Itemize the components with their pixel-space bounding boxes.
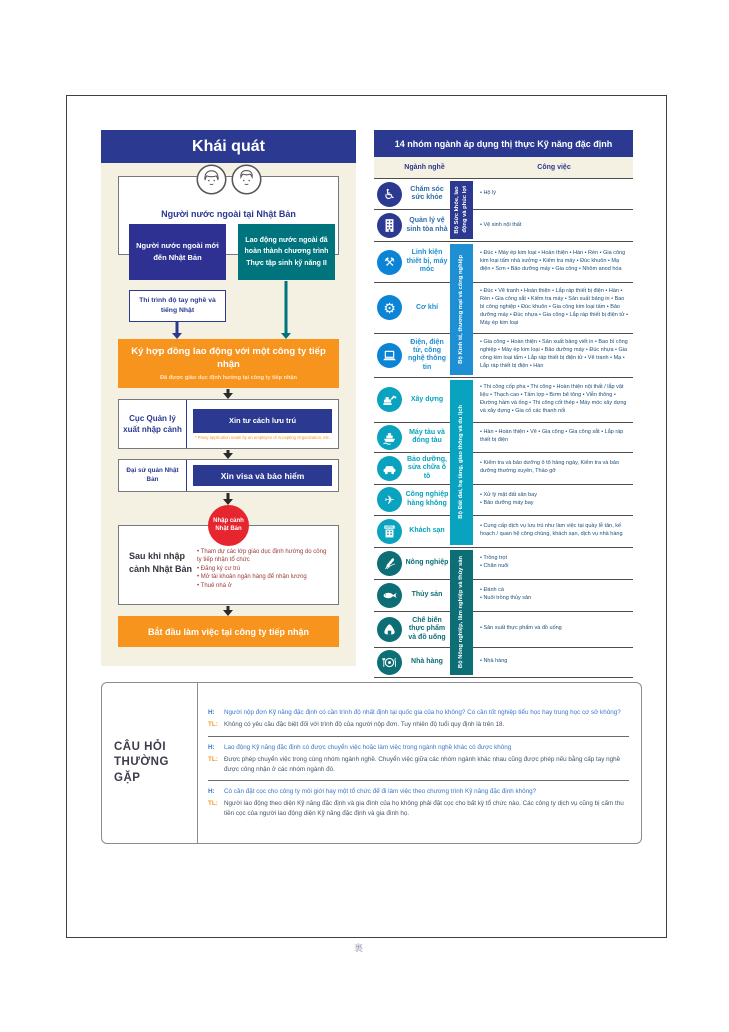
overview-title: Khái quát <box>101 130 356 163</box>
after-entry-list <box>197 540 332 598</box>
down-arrow-3 <box>223 493 233 505</box>
fish-icon <box>377 583 402 608</box>
entry-japan-badge: Nhập cảnh Nhật Bản <box>208 505 249 546</box>
industry-label: Cơ khí <box>415 303 439 311</box>
building-icon <box>377 213 402 238</box>
faq-item <box>208 702 629 736</box>
industry-row <box>374 242 633 282</box>
page-footer-mark: 裏 <box>354 943 364 953</box>
after-entry-title: Sau khi nhập cảnh Nhật Bản <box>129 551 193 575</box>
exam-box: Thi trình độ tay nghề và tiếng Nhật <box>129 290 226 322</box>
faq-items <box>198 683 641 843</box>
industry-label: Bảo dưỡng, sửa chữa ô tô <box>407 455 447 480</box>
industry-label: Chăm sóc sức khỏe <box>410 185 444 201</box>
industry-table-title: 14 nhóm ngành áp dụng thị thực Kỹ năng đặc định <box>374 130 633 157</box>
visa-action: Xin visa và bảo hiểm <box>193 465 332 486</box>
immigration-agency-label: Cục Quản lý xuất nhập cảnh <box>119 400 187 448</box>
industry-label: Linh kiện thiết bị, máy móc <box>406 249 448 274</box>
faq-question: H: Người nộp đơn Kỹ năng đặc định có cần trình độ nhất định tại quốc gia của họ không? Có cần tốt nghiệp tiểu học hay trung học cơ sở không? <box>208 708 621 716</box>
industry-row <box>374 179 633 209</box>
industry-row <box>374 579 633 611</box>
laptop-icon <box>377 343 402 368</box>
faq-title: CÂU HỎI THƯỜNG GẶP <box>102 683 198 843</box>
industry-jobs: • Nhà hàng <box>480 658 508 665</box>
industry-row <box>374 209 633 241</box>
industry-label: Khách sạn <box>409 527 445 535</box>
ministry-group <box>374 548 633 678</box>
industry-label: Điện, điện tử, công nghệ thông tin <box>407 338 447 371</box>
ministry-group <box>374 242 633 378</box>
industry-table-body <box>374 178 633 678</box>
industry-row <box>374 452 633 484</box>
svg-text:HOTEL: HOTEL <box>385 526 394 530</box>
industry-row <box>374 548 633 579</box>
col-header-industry: Ngành nghề <box>404 164 445 171</box>
newcomer-box: Người nước ngoài mới đến Nhật Bản <box>129 224 226 280</box>
industry-jobs: • Đúc • Máy ép kim loại • Hoàn thiện • Hàn • Rèn • Gia công kim loại tấm nhà xưởng • Kiểm tra máy • Đúc khuôn • Mạ điện • Sơn • Bảo dưỡng máy • Gia công • Nhôm anod hóa <box>480 250 626 272</box>
industry-table-header-row <box>374 157 633 178</box>
caregiver-icon: ♿ <box>377 182 402 207</box>
female-avatar-icon <box>196 164 227 195</box>
down-arrow-2 <box>223 450 233 459</box>
industry-label: Máy tàu và đóng tàu <box>409 428 445 445</box>
excavator-icon <box>377 387 402 412</box>
industry-jobs: • Đánh cá • Nuôi trồng thủy sản <box>480 587 532 602</box>
industry-row <box>374 611 633 647</box>
overview-flowchart <box>101 163 356 666</box>
faq-panel <box>101 682 642 844</box>
industry-table <box>374 130 633 678</box>
residence-action: Xin tư cách lưu trú <box>193 409 332 433</box>
hammer-icon: ⚒ <box>377 250 402 275</box>
industry-row <box>374 484 633 515</box>
industry-jobs: • Thi công cốp pha • Thi công • Hoàn thiện nội thất / lắp vật liệu • Thạch cao • Tấm lợp • Bơm bê tông • Viễn thông • Đường hầm và ống • Thi công cốt thép • Máy móc xây dựng và xây dựng • Gia cố các thanh nối <box>480 383 627 414</box>
ministry-group <box>374 378 633 548</box>
proxy-note: * Proxy application made by an employee of Accepting Organization, etc. <box>194 434 330 440</box>
faq-item <box>208 736 629 780</box>
contract-title: Ký hợp đồng lao động với một công ty tiếp nhận <box>131 346 326 370</box>
industry-label: Nông nghiệp <box>405 559 449 567</box>
page-frame <box>66 95 667 938</box>
industry-label: Nhà hàng <box>411 658 443 666</box>
blue-arrow <box>172 322 182 339</box>
embassy-label: Đại sứ quán Nhật Bản <box>119 460 187 491</box>
industry-row <box>374 333 633 377</box>
industry-jobs: • Trồng trọt • Chăn nuôi <box>480 555 509 570</box>
industry-row <box>374 515 633 547</box>
faq-item <box>208 780 629 824</box>
ministry-bar: Bộ Kinh tế, thương mại và công nghiệp <box>450 244 473 375</box>
industry-jobs: • Đúc • Vẽ tranh • Hoàn thiện • Lắp ráp thiết bị điện • Hàn • Rèn • Gia công sắt • Kiểm tra máy • Sản xuất bảng in • Bao bì công nghiệp • Đúc khuôn • Gia công kim loại tấm • Bảo dưỡng máy • Đúc nhựa • Gia công • Lắp ráp thiết bị điện tử • Máy ép kim loại <box>480 288 629 326</box>
industry-label: Quản lý vệ sinh tòa nhà <box>406 217 448 233</box>
industry-row <box>374 282 633 333</box>
start-work-box: Bắt đầu làm việc tại công ty tiếp nhận <box>118 616 339 647</box>
restaurant-icon <box>377 650 402 675</box>
after-entry-bullet: • Mở tài khoản ngân hàng để nhận lương <box>197 573 332 581</box>
trainee-box: Lao động nước ngoài đã hoàn thành chương trình Thực tập sinh kỹ năng II <box>238 224 335 280</box>
industry-jobs: • Cung cấp dịch vụ lưu trú như làm việc tại quầy lễ tân, kế hoạch / quan hệ công chúng, khách sạn, dịch vụ nhà hàng <box>480 523 623 538</box>
contract-subtitle: Đã được giáo dục định hướng tại công ty tiếp nhận <box>160 374 297 381</box>
industry-jobs: • Xử lý mặt đất sân bay • Bảo dưỡng máy bay <box>480 491 537 506</box>
teal-arrow <box>281 281 291 339</box>
residence-step-box <box>118 399 339 449</box>
male-avatar-icon <box>231 164 262 195</box>
faq-answer: TL: Được phép chuyển việc trong cùng nhóm ngành nghề. Chuyển việc giữa các nhóm ngành khác nhau cũng được phép nếu bằng cấp tay nghề được công nhận ở các nhóm ngành đó. <box>208 756 621 773</box>
ministry-bar: Bộ Nông nghiệp, lâm nghiệp và thủy sản <box>450 550 473 675</box>
avatars <box>101 164 356 195</box>
industry-jobs: • Hộ lý <box>480 190 496 197</box>
after-entry-bullet: • Đăng ký cư trú <box>197 565 332 573</box>
ship-icon <box>377 425 402 450</box>
industry-row <box>374 422 633 452</box>
faq-question: H: Lao động Kỹ năng đặc định có được chuyển việc hoặc làm việc trong ngành nghề khác có được không <box>208 743 512 751</box>
down-arrow-4 <box>223 606 233 616</box>
industry-row <box>374 378 633 422</box>
ministry-bar: Bộ Đất đai, hạ tầng, giao thông và du lịch <box>450 380 473 545</box>
after-entry-bullet: • Thuê nhà ở <box>197 582 332 590</box>
gear-icon: ⚙ <box>377 295 402 320</box>
faq-answer: TL: Người lao động theo diện Kỹ năng đặc định và gia đình của họ không phải đặt cọc cho bất kỳ tổ chức nào. Các công ty dịch vụ cũng bị cấm thu tiền cọc của người lao động diện Kỹ năng đặc định và gia đình họ. <box>208 800 624 817</box>
visa-step-box <box>118 459 339 492</box>
industry-jobs: • Kiểm tra và bảo dưỡng ô tô hàng ngày, Kiểm tra và bảo dưỡng thường xuyên, Tháo gỡ <box>480 460 620 475</box>
overview-panel <box>101 130 356 666</box>
wheat-icon <box>377 551 402 576</box>
contract-box <box>118 339 339 388</box>
foreigners-in-japan-label: Người nước ngoài tại Nhật Bản <box>161 209 296 219</box>
airplane-icon: ✈ <box>377 487 402 512</box>
hotel-icon <box>377 519 402 544</box>
industry-jobs: • Vệ sinh nội thất <box>480 221 522 228</box>
col-header-jobs: Công việc <box>537 164 571 171</box>
after-entry-bullet: • Tham dự các lớp giáo dục định hướng do công ty tiếp nhận tổ chức <box>197 548 332 565</box>
industry-label: Công nghiệp hàng không <box>405 491 449 507</box>
car-icon <box>377 456 402 481</box>
onigiri-icon <box>377 617 402 642</box>
ministry-bar: Bộ Sức khỏe, lao động và phúc lợi <box>450 181 473 239</box>
faq-answer: TL: Không có yêu cầu đặc biệt đối với trình độ của người nộp đơn. Tuy nhiên độ tuổi quy định là trên 18. <box>208 721 505 729</box>
industry-jobs: • Hàn • Hoàn thiện • Vẽ • Gia công • Gia công sắt • Lắp ráp thiết bị điện <box>480 429 624 444</box>
ministry-group <box>374 179 633 242</box>
industry-jobs: • Sản xuất thực phẩm và đồ uống <box>480 625 562 632</box>
industry-label: Thủy sản <box>411 591 443 599</box>
industry-row <box>374 647 633 677</box>
industry-jobs: • Gia công • Hoàn thiện • Sản xuất bảng viết in • Bao bì công nghiệp • Máy ép kim loại • Bảo dưỡng máy • Đúc nhựa • Gia công kim loại tấm • Lắp ráp thiết bị điện tử • Vẽ tranh • Mạ • Lắp ráp thiết bị điện • Hàn <box>480 339 628 370</box>
down-arrow-1 <box>223 389 233 399</box>
faq-question: H: Có cần đặt cọc cho công ty môi giới hay một tổ chức để đi làm việc theo chương trình Kỹ năng đặc định không? <box>208 787 537 795</box>
industry-label: Chế biến thực phẩm và đồ uống <box>408 616 446 641</box>
industry-label: Xây dựng <box>410 395 444 403</box>
